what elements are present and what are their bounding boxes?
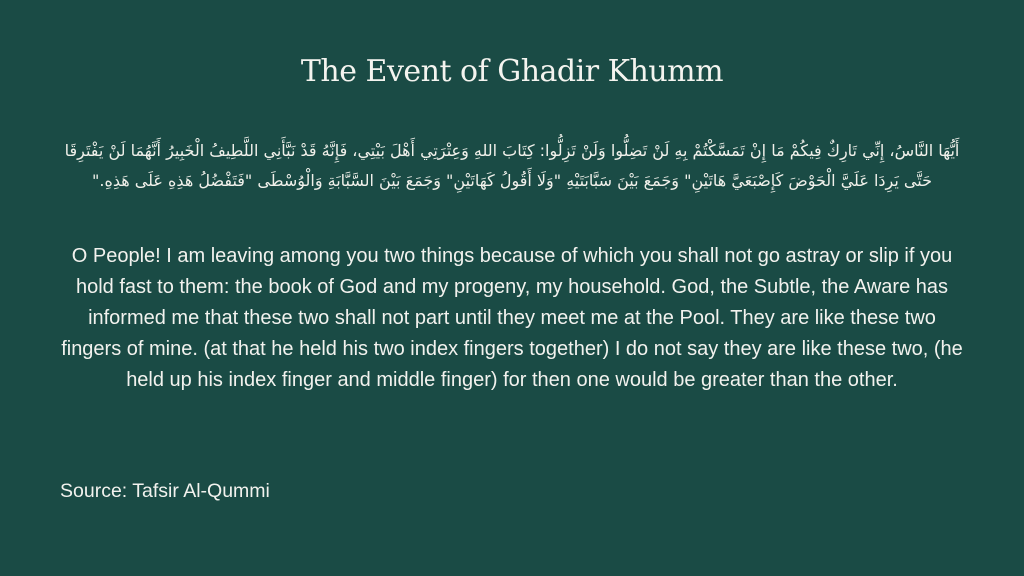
slide-title: The Event of Ghadir Khumm bbox=[300, 54, 724, 89]
arabic-hadith-text: أَيُّهَا النَّاسُ، إِنِّي تَارِكٌ فِيكُمْ مَا إِنْ تَمَسَّكْتُمْ بِهِ لَنْ تَضِلُّوا وَلَنْ تَزِلُّوا: كِتَابَ اللهِ وَعِتْرَتِي أَهْلَ بَيْتِي، فَإِنَّهُ قَدْ نَبَّأَنِي اللَّطِيفُ الْخَبِيرُ أَنَّهُمَا لَنْ يَفْتَرِقَا حَتَّى يَرِدَا عَلَيَّ الْحَوْضَ كَإِصْبَعَيَّ هَاتَيْنِ" وَجَمَعَ بَيْنَ سَبَّابَتَيْهِ "وَلَا أَقُولُ كَهَاتَيْنِ" وَجَمَعَ بَيْنَ السَّبَّابَةِ وَالْوُسْطَى "فَتَفْضُلُ هَذِهِ عَلَى هَذِهِ." bbox=[64, 141, 960, 190]
english-translation-text: O People! I am leaving among you two things because of which you shall not go astray or slip if you hold fast to them: the book of God and my progeny, my household. God, the Subtle, the Aware has informed me that these two shall not part until they meet me at the Pool. They are like these two fingers of mine. (at that he held his two index fingers together) I do not say they are like these two, (he held up his index finger and middle finger) for then one would be greater than the other. bbox=[61, 245, 963, 391]
source-citation: Source: Tafsir Al-Qummi bbox=[60, 480, 270, 502]
